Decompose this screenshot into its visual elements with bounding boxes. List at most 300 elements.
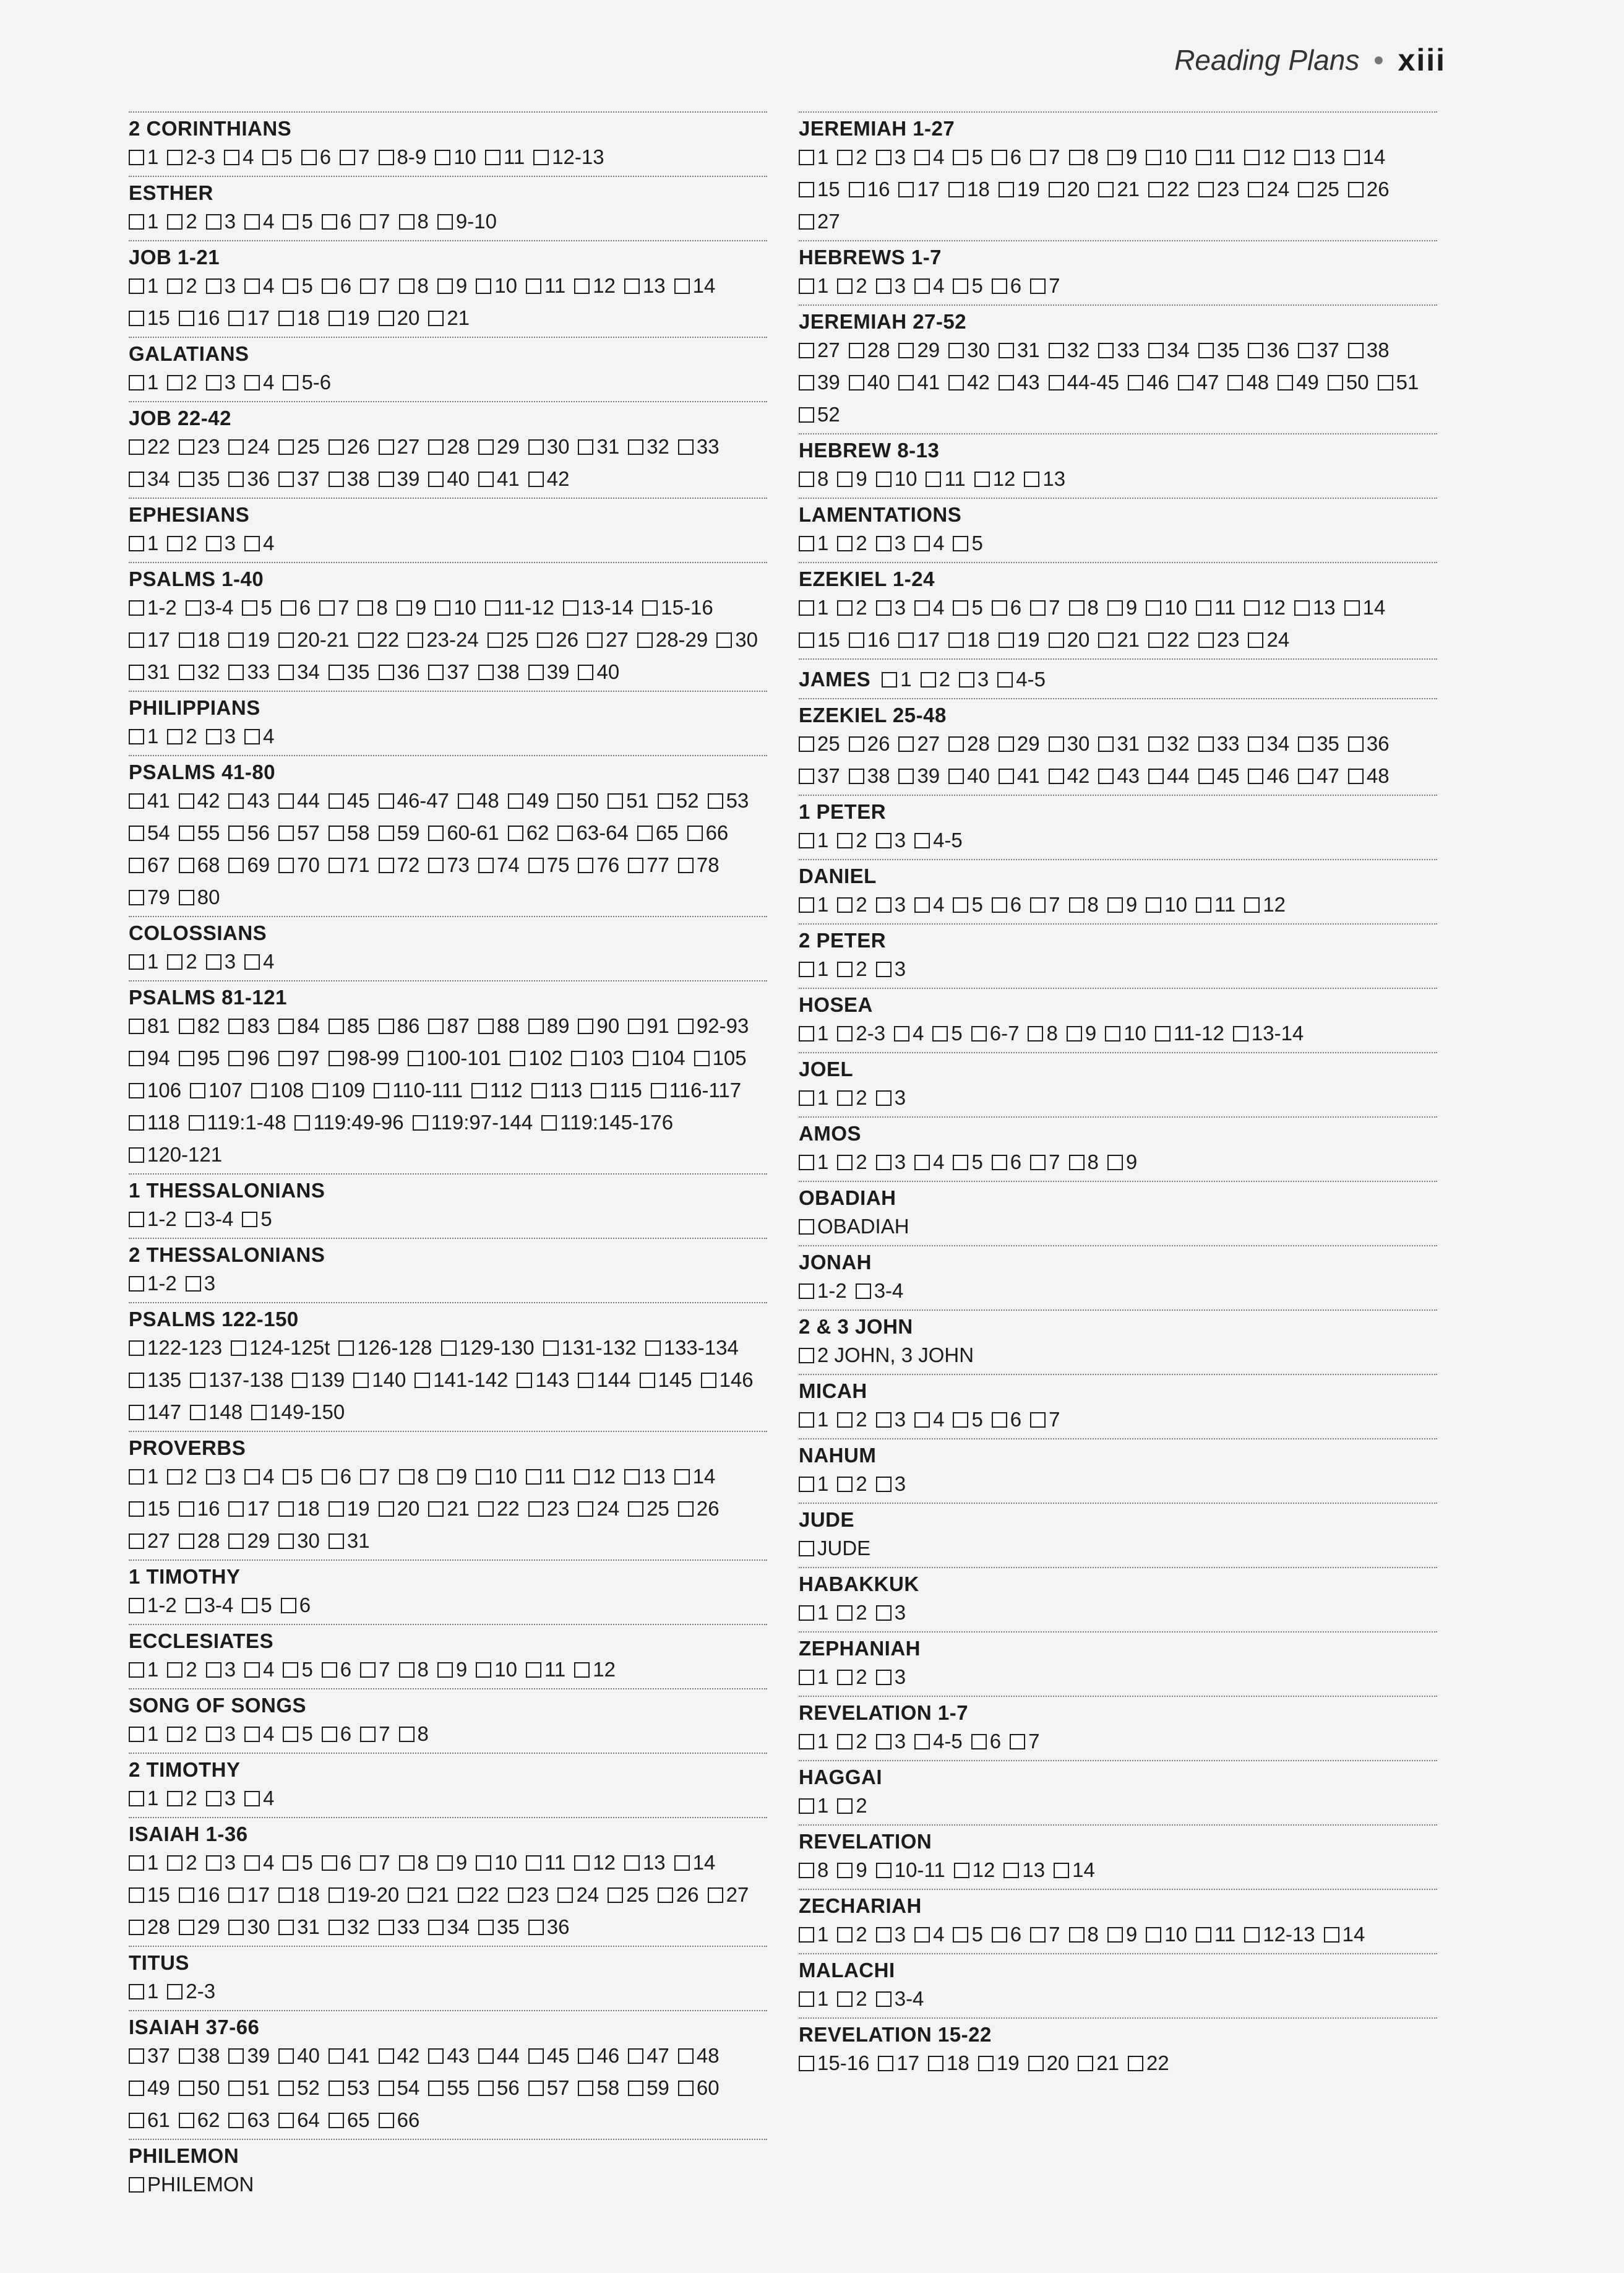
reading-checkbox-item[interactable] bbox=[179, 2104, 220, 2136]
checkbox-icon[interactable] bbox=[278, 2048, 294, 2064]
reading-checkbox-item[interactable] bbox=[528, 2072, 570, 2104]
checkbox-icon[interactable] bbox=[244, 278, 260, 294]
checkbox-icon[interactable] bbox=[837, 150, 853, 165]
checkbox-icon[interactable] bbox=[278, 311, 294, 326]
checkbox-icon[interactable] bbox=[954, 1863, 969, 1878]
reading-checkbox-item[interactable] bbox=[485, 592, 554, 624]
checkbox-icon[interactable] bbox=[471, 1083, 487, 1098]
checkbox-icon[interactable] bbox=[278, 2081, 294, 2096]
checkbox-icon[interactable] bbox=[849, 769, 864, 784]
checkbox-icon[interactable] bbox=[799, 1605, 814, 1621]
reading-checkbox-item[interactable] bbox=[799, 1275, 847, 1307]
reading-checkbox-item[interactable] bbox=[283, 1460, 312, 1493]
reading-checkbox-item[interactable] bbox=[876, 141, 906, 173]
checkbox-icon[interactable] bbox=[1298, 182, 1313, 197]
reading-checkbox-item[interactable] bbox=[574, 1847, 616, 1879]
checkbox-icon[interactable] bbox=[129, 1887, 144, 1903]
checkbox-icon[interactable] bbox=[360, 214, 376, 230]
checkbox-icon[interactable] bbox=[624, 1469, 640, 1485]
checkbox-icon[interactable] bbox=[1294, 150, 1310, 165]
checkbox-icon[interactable] bbox=[876, 1605, 891, 1621]
checkbox-icon[interactable] bbox=[485, 150, 501, 165]
checkbox-icon[interactable] bbox=[129, 890, 144, 905]
checkbox-icon[interactable] bbox=[1248, 736, 1263, 752]
reading-checkbox-item[interactable] bbox=[959, 663, 989, 696]
reading-checkbox-item[interactable] bbox=[322, 1847, 351, 1879]
checkbox-icon[interactable] bbox=[478, 665, 494, 680]
checkbox-icon[interactable] bbox=[228, 2048, 244, 2064]
reading-checkbox-item[interactable] bbox=[399, 205, 429, 238]
reading-checkbox-item[interactable] bbox=[322, 1460, 351, 1493]
checkbox-icon[interactable] bbox=[837, 1090, 853, 1106]
reading-checkbox-item[interactable] bbox=[129, 1042, 170, 1074]
checkbox-icon[interactable] bbox=[129, 665, 144, 680]
checkbox-icon[interactable] bbox=[1328, 375, 1343, 390]
reading-checkbox-item[interactable] bbox=[876, 1918, 906, 1951]
checkbox-icon[interactable] bbox=[959, 672, 974, 688]
checkbox-icon[interactable] bbox=[399, 1855, 415, 1871]
reading-checkbox-item[interactable] bbox=[645, 1332, 739, 1364]
checkbox-icon[interactable] bbox=[992, 1155, 1007, 1170]
reading-checkbox-item[interactable] bbox=[1244, 889, 1286, 921]
reading-checkbox-item[interactable] bbox=[428, 1010, 470, 1042]
reading-checkbox-item[interactable] bbox=[1024, 463, 1065, 495]
checkbox-icon[interactable] bbox=[999, 632, 1014, 648]
reading-checkbox-item[interactable] bbox=[541, 1106, 673, 1139]
checkbox-icon[interactable] bbox=[528, 1501, 544, 1517]
reading-checkbox-item[interactable] bbox=[292, 1364, 345, 1396]
reading-checkbox-item[interactable] bbox=[971, 1725, 1001, 1758]
reading-checkbox-item[interactable] bbox=[129, 1975, 158, 2008]
checkbox-icon[interactable] bbox=[1030, 1412, 1046, 1428]
checkbox-icon[interactable] bbox=[849, 375, 864, 390]
reading-checkbox-item[interactable] bbox=[179, 1879, 220, 1911]
checkbox-icon[interactable] bbox=[578, 439, 593, 455]
reading-checkbox-item[interactable] bbox=[1098, 334, 1140, 366]
checkbox-icon[interactable] bbox=[678, 2048, 694, 2064]
reading-checkbox-item[interactable] bbox=[898, 366, 940, 399]
reading-checkbox-item[interactable] bbox=[1233, 1017, 1304, 1050]
reading-checkbox-item[interactable] bbox=[837, 1790, 867, 1822]
reading-checkbox-item[interactable] bbox=[129, 785, 170, 817]
reading-checkbox-item[interactable] bbox=[294, 1106, 403, 1139]
reading-checkbox-item[interactable] bbox=[379, 656, 420, 688]
checkbox-icon[interactable] bbox=[837, 536, 853, 551]
checkbox-icon[interactable] bbox=[283, 375, 298, 390]
checkbox-icon[interactable] bbox=[1248, 632, 1263, 648]
checkbox-icon[interactable] bbox=[1003, 1863, 1019, 1878]
checkbox-icon[interactable] bbox=[1244, 1927, 1260, 1943]
checkbox-icon[interactable] bbox=[167, 1984, 183, 1999]
checkbox-icon[interactable] bbox=[1010, 1734, 1025, 1749]
reading-checkbox-item[interactable] bbox=[206, 205, 236, 238]
reading-checkbox-item[interactable] bbox=[476, 1847, 517, 1879]
reading-checkbox-item[interactable] bbox=[799, 624, 840, 656]
reading-checkbox-item[interactable] bbox=[999, 760, 1040, 792]
checkbox-icon[interactable] bbox=[242, 1212, 257, 1227]
checkbox-icon[interactable] bbox=[478, 1920, 494, 1935]
reading-checkbox-item[interactable] bbox=[278, 431, 320, 463]
reading-checkbox-item[interactable] bbox=[228, 1525, 270, 1557]
reading-checkbox-item[interactable] bbox=[399, 270, 429, 302]
checkbox-icon[interactable] bbox=[428, 311, 444, 326]
reading-checkbox-item[interactable] bbox=[281, 592, 311, 624]
reading-checkbox-item[interactable] bbox=[953, 1146, 982, 1178]
checkbox-icon[interactable] bbox=[837, 1155, 853, 1170]
reading-checkbox-item[interactable] bbox=[360, 1460, 390, 1493]
reading-checkbox-item[interactable] bbox=[531, 1074, 583, 1106]
checkbox-icon[interactable] bbox=[278, 793, 294, 809]
reading-checkbox-item[interactable] bbox=[1049, 366, 1119, 399]
reading-checkbox-item[interactable] bbox=[428, 431, 470, 463]
checkbox-icon[interactable] bbox=[228, 472, 244, 487]
reading-checkbox-item[interactable] bbox=[1069, 141, 1099, 173]
reading-checkbox-item[interactable] bbox=[360, 1718, 390, 1750]
reading-checkbox-item[interactable] bbox=[476, 270, 517, 302]
reading-checkbox-item[interactable] bbox=[283, 1847, 312, 1879]
reading-checkbox-item[interactable] bbox=[278, 817, 320, 849]
reading-checkbox-item[interactable] bbox=[674, 1847, 716, 1879]
checkbox-icon[interactable] bbox=[799, 472, 814, 487]
checkbox-icon[interactable] bbox=[608, 793, 623, 809]
checkbox-icon[interactable] bbox=[228, 1920, 244, 1935]
reading-checkbox-item[interactable] bbox=[1128, 366, 1169, 399]
checkbox-icon[interactable] bbox=[799, 343, 814, 358]
reading-checkbox-item[interactable] bbox=[278, 1879, 320, 1911]
checkbox-icon[interactable] bbox=[312, 1083, 328, 1098]
reading-checkbox-item[interactable] bbox=[799, 1597, 828, 1629]
checkbox-icon[interactable] bbox=[179, 1887, 194, 1903]
reading-checkbox-item[interactable] bbox=[129, 527, 158, 559]
checkbox-icon[interactable] bbox=[399, 1662, 415, 1678]
checkbox-icon[interactable] bbox=[129, 826, 144, 841]
reading-checkbox-item[interactable] bbox=[129, 1332, 222, 1364]
reading-checkbox-item[interactable] bbox=[678, 849, 720, 881]
checkbox-icon[interactable] bbox=[914, 150, 930, 165]
reading-checkbox-item[interactable] bbox=[678, 1010, 749, 1042]
checkbox-icon[interactable] bbox=[678, 1019, 694, 1034]
reading-checkbox-item[interactable] bbox=[129, 1267, 177, 1300]
reading-checkbox-item[interactable] bbox=[167, 1975, 215, 2008]
checkbox-icon[interactable] bbox=[1248, 343, 1263, 358]
checkbox-icon[interactable] bbox=[799, 769, 814, 784]
reading-checkbox-item[interactable] bbox=[837, 141, 867, 173]
reading-checkbox-item[interactable] bbox=[837, 1918, 867, 1951]
reading-checkbox-item[interactable] bbox=[799, 760, 840, 792]
reading-checkbox-item[interactable] bbox=[428, 1493, 470, 1525]
reading-checkbox-item[interactable] bbox=[1049, 760, 1090, 792]
reading-checkbox-item[interactable] bbox=[228, 1911, 270, 1943]
checkbox-icon[interactable] bbox=[992, 1412, 1007, 1428]
checkbox-icon[interactable] bbox=[129, 1083, 144, 1098]
reading-checkbox-item[interactable] bbox=[640, 1364, 692, 1396]
reading-checkbox-item[interactable] bbox=[206, 946, 236, 978]
reading-checkbox-item[interactable] bbox=[281, 1589, 311, 1621]
reading-checkbox-item[interactable] bbox=[1148, 624, 1190, 656]
reading-checkbox-item[interactable] bbox=[708, 785, 749, 817]
checkbox-icon[interactable] bbox=[278, 1501, 294, 1517]
reading-checkbox-item[interactable] bbox=[129, 1879, 170, 1911]
reading-checkbox-item[interactable] bbox=[129, 817, 170, 849]
reading-checkbox-item[interactable] bbox=[228, 817, 270, 849]
checkbox-icon[interactable] bbox=[206, 278, 221, 294]
checkbox-icon[interactable] bbox=[358, 632, 374, 648]
checkbox-icon[interactable] bbox=[876, 833, 891, 848]
reading-checkbox-item[interactable] bbox=[129, 302, 170, 334]
checkbox-icon[interactable] bbox=[637, 826, 653, 841]
reading-checkbox-item[interactable] bbox=[428, 849, 470, 881]
reading-checkbox-item[interactable] bbox=[408, 624, 478, 656]
checkbox-icon[interactable] bbox=[179, 2113, 194, 2128]
reading-checkbox-item[interactable] bbox=[557, 785, 599, 817]
reading-checkbox-item[interactable] bbox=[167, 527, 197, 559]
reading-checkbox-item[interactable] bbox=[694, 1042, 747, 1074]
reading-checkbox-item[interactable] bbox=[129, 1911, 170, 1943]
checkbox-icon[interactable] bbox=[408, 1887, 423, 1903]
reading-checkbox-item[interactable] bbox=[1148, 334, 1190, 366]
reading-checkbox-item[interactable] bbox=[478, 431, 520, 463]
reading-checkbox-item[interactable] bbox=[186, 1203, 234, 1235]
checkbox-icon[interactable] bbox=[1196, 1927, 1211, 1943]
checkbox-icon[interactable] bbox=[329, 1887, 344, 1903]
checkbox-icon[interactable] bbox=[228, 1501, 244, 1517]
reading-checkbox-item[interactable] bbox=[992, 1918, 1021, 1951]
checkbox-icon[interactable] bbox=[1244, 897, 1260, 913]
reading-checkbox-item[interactable] bbox=[329, 1042, 399, 1074]
reading-checkbox-item[interactable] bbox=[799, 1210, 909, 1243]
reading-checkbox-item[interactable] bbox=[278, 1042, 320, 1074]
reading-checkbox-item[interactable] bbox=[658, 1879, 699, 1911]
checkbox-icon[interactable] bbox=[228, 311, 244, 326]
reading-checkbox-item[interactable] bbox=[898, 728, 940, 760]
reading-checkbox-item[interactable] bbox=[322, 1654, 351, 1686]
checkbox-icon[interactable] bbox=[399, 1727, 415, 1742]
reading-checkbox-item[interactable] bbox=[129, 1493, 170, 1525]
checkbox-icon[interactable] bbox=[413, 1115, 428, 1131]
reading-checkbox-item[interactable] bbox=[528, 656, 570, 688]
checkbox-icon[interactable] bbox=[179, 2048, 194, 2064]
checkbox-icon[interactable] bbox=[353, 1373, 369, 1388]
reading-checkbox-item[interactable] bbox=[953, 889, 982, 921]
checkbox-icon[interactable] bbox=[932, 1026, 948, 1042]
reading-checkbox-item[interactable] bbox=[992, 592, 1021, 624]
reading-checkbox-item[interactable] bbox=[360, 1847, 390, 1879]
checkbox-icon[interactable] bbox=[1148, 343, 1164, 358]
reading-checkbox-item[interactable] bbox=[1298, 728, 1339, 760]
checkbox-icon[interactable] bbox=[283, 1727, 298, 1742]
reading-checkbox-item[interactable] bbox=[1069, 1146, 1099, 1178]
checkbox-icon[interactable] bbox=[526, 1469, 541, 1485]
checkbox-icon[interactable] bbox=[379, 665, 394, 680]
checkbox-icon[interactable] bbox=[244, 954, 260, 970]
checkbox-icon[interactable] bbox=[244, 1855, 260, 1871]
checkbox-icon[interactable] bbox=[837, 1927, 853, 1943]
checkbox-icon[interactable] bbox=[167, 729, 183, 744]
checkbox-icon[interactable] bbox=[329, 665, 344, 680]
reading-checkbox-item[interactable] bbox=[129, 1074, 181, 1106]
checkbox-icon[interactable] bbox=[329, 311, 344, 326]
checkbox-icon[interactable] bbox=[301, 150, 317, 165]
reading-checkbox-item[interactable] bbox=[992, 1146, 1021, 1178]
checkbox-icon[interactable] bbox=[329, 793, 344, 809]
checkbox-icon[interactable] bbox=[278, 858, 294, 873]
reading-checkbox-item[interactable] bbox=[190, 1364, 283, 1396]
reading-checkbox-item[interactable] bbox=[206, 1654, 236, 1686]
reading-checkbox-item[interactable] bbox=[379, 2104, 420, 2136]
checkbox-icon[interactable] bbox=[948, 769, 964, 784]
reading-checkbox-item[interactable] bbox=[129, 2040, 170, 2072]
reading-checkbox-item[interactable] bbox=[578, 2072, 619, 2104]
reading-checkbox-item[interactable] bbox=[129, 366, 158, 399]
checkbox-icon[interactable] bbox=[640, 1373, 655, 1388]
checkbox-icon[interactable] bbox=[1069, 897, 1085, 913]
reading-checkbox-item[interactable] bbox=[437, 1654, 467, 1686]
checkbox-icon[interactable] bbox=[528, 1920, 544, 1935]
reading-checkbox-item[interactable] bbox=[658, 785, 699, 817]
reading-checkbox-item[interactable] bbox=[1348, 173, 1390, 205]
checkbox-icon[interactable] bbox=[1344, 150, 1360, 165]
reading-checkbox-item[interactable] bbox=[1030, 1918, 1060, 1951]
reading-checkbox-item[interactable] bbox=[578, 849, 619, 881]
checkbox-icon[interactable] bbox=[428, 1920, 444, 1935]
reading-checkbox-item[interactable] bbox=[1128, 2047, 1169, 2079]
checkbox-icon[interactable] bbox=[415, 1373, 430, 1388]
reading-checkbox-item[interactable] bbox=[574, 1460, 616, 1493]
reading-checkbox-item[interactable] bbox=[1294, 141, 1336, 173]
checkbox-icon[interactable] bbox=[437, 1855, 453, 1871]
checkbox-icon[interactable] bbox=[1298, 769, 1313, 784]
reading-checkbox-item[interactable] bbox=[637, 624, 708, 656]
checkbox-icon[interactable] bbox=[992, 600, 1007, 616]
reading-checkbox-item[interactable] bbox=[992, 270, 1021, 302]
checkbox-icon[interactable] bbox=[1030, 1155, 1046, 1170]
reading-checkbox-item[interactable] bbox=[251, 1074, 304, 1106]
checkbox-icon[interactable] bbox=[228, 1533, 244, 1549]
reading-checkbox-item[interactable] bbox=[1054, 1854, 1095, 1886]
reading-checkbox-item[interactable] bbox=[231, 1332, 330, 1364]
reading-checkbox-item[interactable] bbox=[244, 205, 274, 238]
reading-checkbox-item[interactable] bbox=[129, 141, 158, 173]
reading-checkbox-item[interactable] bbox=[244, 1654, 274, 1686]
checkbox-icon[interactable] bbox=[876, 472, 891, 487]
reading-checkbox-item[interactable] bbox=[914, 141, 944, 173]
checkbox-icon[interactable] bbox=[1227, 375, 1243, 390]
reading-checkbox-item[interactable] bbox=[206, 1718, 236, 1750]
checkbox-icon[interactable] bbox=[186, 1276, 201, 1292]
checkbox-icon[interactable] bbox=[129, 375, 144, 390]
reading-checkbox-item[interactable] bbox=[179, 463, 220, 495]
reading-checkbox-item[interactable] bbox=[167, 946, 197, 978]
reading-checkbox-item[interactable] bbox=[876, 1082, 906, 1114]
reading-checkbox-item[interactable] bbox=[898, 334, 940, 366]
reading-checkbox-item[interactable] bbox=[379, 302, 420, 334]
checkbox-icon[interactable] bbox=[628, 439, 643, 455]
reading-checkbox-item[interactable] bbox=[799, 889, 828, 921]
checkbox-icon[interactable] bbox=[129, 214, 144, 230]
checkbox-icon[interactable] bbox=[129, 1405, 144, 1420]
reading-checkbox-item[interactable] bbox=[428, 1911, 470, 1943]
checkbox-icon[interactable] bbox=[283, 1469, 298, 1485]
reading-checkbox-item[interactable] bbox=[278, 2104, 320, 2136]
reading-checkbox-item[interactable] bbox=[206, 1460, 236, 1493]
checkbox-icon[interactable] bbox=[878, 2056, 893, 2071]
reading-checkbox-item[interactable] bbox=[428, 817, 499, 849]
checkbox-icon[interactable] bbox=[1069, 1155, 1085, 1170]
reading-checkbox-item[interactable] bbox=[526, 270, 565, 302]
checkbox-icon[interactable] bbox=[799, 632, 814, 648]
checkbox-icon[interactable] bbox=[278, 1019, 294, 1034]
reading-checkbox-item[interactable] bbox=[186, 1589, 234, 1621]
reading-checkbox-item[interactable] bbox=[278, 1525, 320, 1557]
reading-checkbox-item[interactable] bbox=[329, 2040, 370, 2072]
reading-checkbox-item[interactable] bbox=[329, 1493, 370, 1525]
checkbox-icon[interactable] bbox=[478, 858, 494, 873]
checkbox-icon[interactable] bbox=[129, 1791, 144, 1806]
reading-checkbox-item[interactable] bbox=[578, 1493, 619, 1525]
checkbox-icon[interactable] bbox=[876, 600, 891, 616]
checkbox-icon[interactable] bbox=[167, 1662, 183, 1678]
checkbox-icon[interactable] bbox=[799, 600, 814, 616]
checkbox-icon[interactable] bbox=[914, 600, 930, 616]
checkbox-icon[interactable] bbox=[428, 439, 444, 455]
checkbox-icon[interactable] bbox=[228, 439, 244, 455]
reading-checkbox-item[interactable] bbox=[228, 2072, 270, 2104]
reading-checkbox-item[interactable] bbox=[1348, 334, 1390, 366]
checkbox-icon[interactable] bbox=[557, 826, 573, 841]
checkbox-icon[interactable] bbox=[360, 1469, 376, 1485]
reading-checkbox-item[interactable] bbox=[1294, 592, 1336, 624]
reading-checkbox-item[interactable] bbox=[1298, 173, 1339, 205]
reading-checkbox-item[interactable] bbox=[1148, 173, 1190, 205]
checkbox-icon[interactable] bbox=[1244, 150, 1260, 165]
checkbox-icon[interactable] bbox=[1148, 736, 1164, 752]
checkbox-icon[interactable] bbox=[953, 536, 968, 551]
checkbox-icon[interactable] bbox=[510, 1051, 525, 1066]
reading-checkbox-item[interactable] bbox=[837, 889, 867, 921]
reading-checkbox-item[interactable] bbox=[167, 205, 197, 238]
reading-checkbox-item[interactable] bbox=[179, 785, 220, 817]
reading-checkbox-item[interactable] bbox=[186, 1267, 215, 1300]
reading-checkbox-item[interactable] bbox=[999, 334, 1040, 366]
checkbox-icon[interactable] bbox=[167, 954, 183, 970]
checkbox-icon[interactable] bbox=[283, 214, 298, 230]
checkbox-icon[interactable] bbox=[129, 150, 144, 165]
checkbox-icon[interactable] bbox=[244, 1727, 260, 1742]
checkbox-icon[interactable] bbox=[224, 150, 239, 165]
reading-checkbox-item[interactable] bbox=[228, 1042, 270, 1074]
checkbox-icon[interactable] bbox=[953, 1155, 968, 1170]
reading-checkbox-item[interactable] bbox=[517, 1364, 569, 1396]
checkbox-icon[interactable] bbox=[837, 1026, 853, 1042]
checkbox-icon[interactable] bbox=[508, 826, 523, 841]
checkbox-icon[interactable] bbox=[571, 1051, 586, 1066]
reading-checkbox-item[interactable] bbox=[428, 302, 470, 334]
reading-checkbox-item[interactable] bbox=[799, 173, 840, 205]
reading-checkbox-item[interactable] bbox=[435, 592, 476, 624]
reading-checkbox-item[interactable] bbox=[244, 1847, 274, 1879]
checkbox-icon[interactable] bbox=[799, 1283, 814, 1299]
checkbox-icon[interactable] bbox=[1098, 632, 1114, 648]
reading-checkbox-item[interactable] bbox=[478, 849, 520, 881]
reading-checkbox-item[interactable] bbox=[914, 824, 963, 856]
reading-checkbox-item[interactable] bbox=[476, 1654, 517, 1686]
checkbox-icon[interactable] bbox=[129, 1984, 144, 1999]
checkbox-icon[interactable] bbox=[397, 600, 412, 616]
checkbox-icon[interactable] bbox=[228, 1019, 244, 1034]
reading-checkbox-item[interactable] bbox=[837, 592, 867, 624]
checkbox-icon[interactable] bbox=[167, 536, 183, 551]
checkbox-icon[interactable] bbox=[876, 278, 891, 294]
